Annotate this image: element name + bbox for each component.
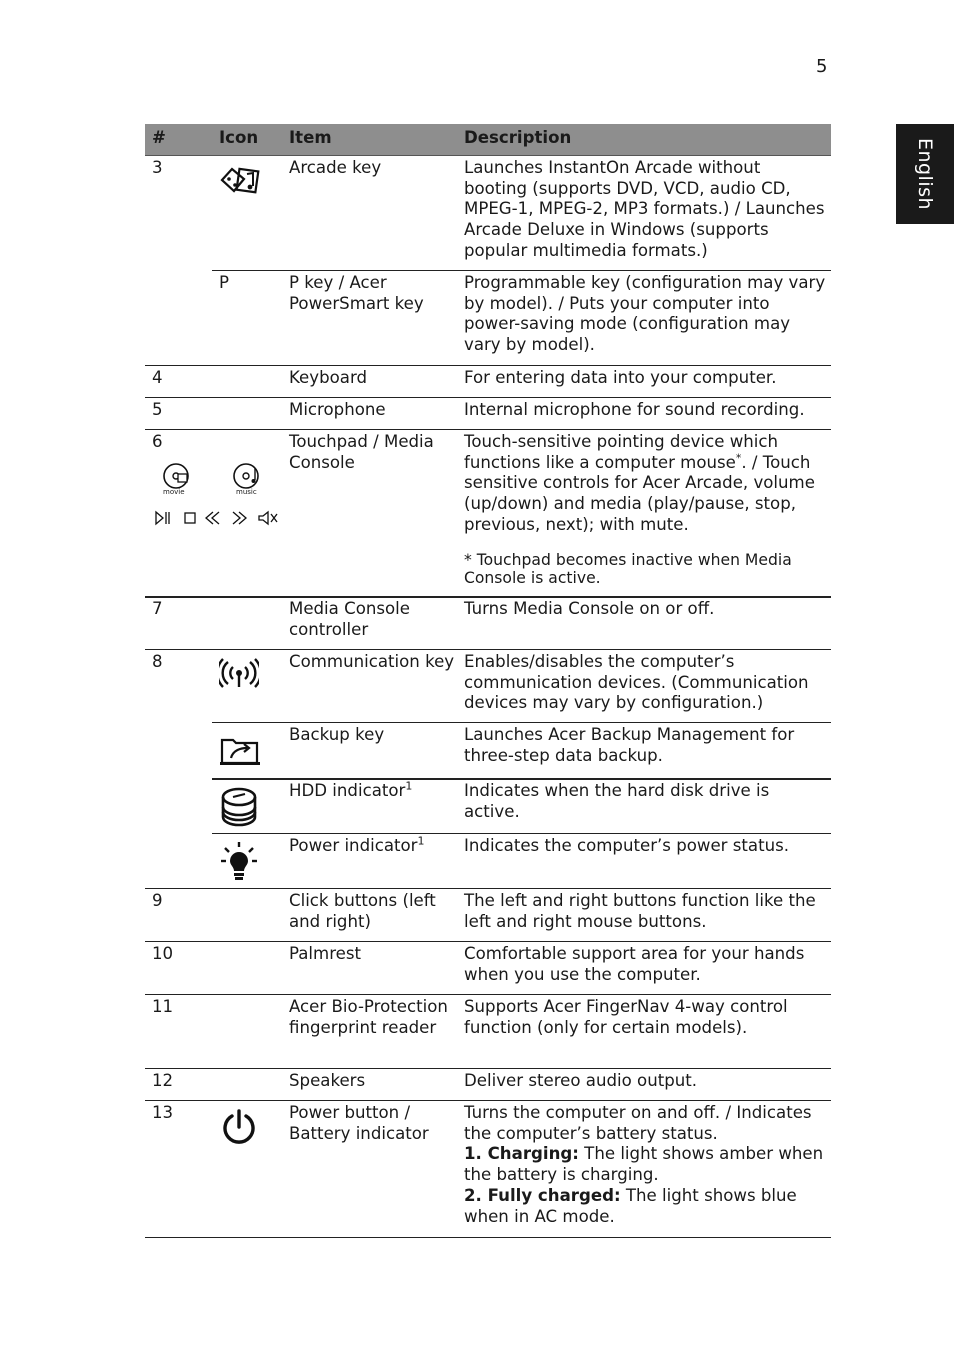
language-tab-label: English [914, 137, 936, 211]
row-6-desc [464, 432, 826, 536]
play-pause-icon [156, 512, 169, 524]
row-11-desc: Supports Acer FingerNav 4-way control function (only for certain models). [464, 997, 788, 1037]
header-num: # [152, 128, 166, 147]
row-13-num: 13 [152, 1103, 174, 1122]
row-13-item: Power button / Battery indicator [289, 1103, 429, 1143]
row-8h-desc: Indicates when the hard disk drive is active. [464, 781, 770, 821]
row-divider [145, 365, 831, 366]
row-divider [145, 994, 831, 995]
row-4-num: 4 [152, 368, 163, 387]
header-item: Item [289, 128, 332, 147]
row-10-num: 10 [152, 944, 174, 963]
row-4-item: Keyboard [289, 368, 368, 387]
backup-icon [219, 732, 261, 766]
row-divider [145, 1068, 831, 1069]
row-3-num: 3 [152, 158, 163, 177]
row-7-num: 7 [152, 599, 163, 618]
row-divider [212, 270, 831, 271]
row-8h-item-text: HDD indicator [289, 781, 406, 800]
row-8p-item-text: Power indicator [289, 836, 418, 855]
row-divider [145, 1237, 831, 1238]
fully-charged-text: The light shows blue when in AC mode. [464, 1185, 797, 1226]
row-8h-sup: 1 [405, 779, 413, 793]
row-6-num: 6 [152, 432, 163, 451]
row-9-num: 9 [152, 891, 163, 910]
row-8-num: 8 [152, 652, 163, 671]
row-8-item: Communication key [289, 652, 455, 671]
row-8b-desc: Launches Acer Backup Management for three-step data backup. [464, 725, 795, 765]
row-divider [212, 833, 831, 834]
row-9-desc: The left and right buttons function like the left and right mouse buttons. [464, 891, 816, 931]
row-11-item: Acer Bio-Protection fingerprint reader [289, 997, 448, 1037]
row-8p-desc: Indicates the computer’s power status. [464, 836, 790, 855]
row-p-item: P key / Acer PowerSmart key [289, 273, 424, 313]
row-6-desc-sup: * [735, 451, 742, 465]
row-5-desc: Internal microphone for sound recording. [464, 400, 805, 419]
row-8-desc: Enables/disables the computer’s communication devices. (Communication devices may vary by configuration.) [464, 652, 809, 713]
row-9-item: Click buttons (left and right) [289, 891, 436, 931]
row-13-desc [464, 1103, 826, 1227]
next-icon [233, 512, 246, 524]
row-12-num: 12 [152, 1071, 174, 1090]
row-divider [145, 429, 831, 430]
row-8p-item [289, 836, 464, 857]
row-8b-item: Backup key [289, 725, 385, 744]
communication-icon [219, 658, 259, 690]
row-divider [145, 941, 831, 942]
stop-icon [185, 513, 195, 523]
arcade-key-icon [219, 164, 261, 202]
power-light-icon [219, 840, 259, 882]
language-tab [896, 124, 954, 224]
table-header [145, 124, 831, 156]
mute-icon [259, 512, 277, 524]
row-divider [212, 778, 831, 780]
row-4-desc: For entering data into your computer. [464, 368, 777, 387]
fully-charged-label: 2. Fully charged: [464, 1185, 621, 1205]
row-8h-item [289, 781, 464, 802]
row-divider [145, 596, 831, 598]
row-10-desc: Comfortable support area for your hands when you use the computer. [464, 944, 805, 984]
row-11-num: 11 [152, 997, 174, 1016]
row-7-desc: Turns Media Console on or off. [464, 599, 715, 618]
row-3-item: Arcade key [289, 158, 382, 177]
charging-label: 1. Charging: [464, 1144, 579, 1164]
row-5-item: Microphone [289, 400, 386, 419]
row-7-item: Media Console controller [289, 599, 410, 639]
row-6-desc-a: Touch-sensitive pointing device which functions like a computer mouse [464, 432, 779, 472]
music-label: music [236, 488, 257, 496]
row-6-note: * Touchpad becomes inactive when Media Console is active. [464, 551, 792, 587]
hdd-icon [219, 786, 259, 828]
row-6-item: Touchpad / Media Console [289, 432, 434, 472]
page-number: 5 [816, 56, 828, 77]
header-icon: Icon [219, 128, 259, 147]
row-divider [145, 397, 831, 398]
row-13-desc-a: Turns the computer on and off. / Indicates the computer’s battery status. [464, 1103, 812, 1143]
row-p-desc: Programmable key (configuration may vary by model). / Puts your computer into power-saving mode (configuration may vary by model). [464, 273, 826, 355]
row-divider [212, 722, 831, 723]
row-8p-sup: 1 [417, 834, 425, 848]
row-6-desc-b: . / Touch sensitive controls for Acer Arcade, volume (up/down) and media (play/pause, stop, previous, next); with mute. [464, 452, 815, 534]
row-12-desc: Deliver stereo audio output. [464, 1071, 698, 1090]
row-divider [145, 1100, 831, 1101]
power-button-icon [221, 1109, 257, 1147]
row-3-desc: Launches InstantOn Arcade without booting (supports DVD, VCD, audio CD, MPEG-1, MPEG-2, MP3 formats.) / Launches Arcade Deluxe in Windows (supports popular multimedia formats.) [464, 158, 825, 260]
row-p-icon-text: P [219, 273, 230, 292]
movie-label: movie [163, 488, 185, 496]
header-description: Description [464, 128, 572, 147]
previous-icon [206, 512, 219, 524]
row-divider [145, 649, 831, 650]
row-10-item: Palmrest [289, 944, 362, 963]
row-divider [145, 888, 831, 889]
charging-text: The light shows amber when the battery is charging. [464, 1144, 824, 1185]
media-controls-strip [155, 510, 279, 526]
row-12-item: Speakers [289, 1071, 366, 1090]
row-5-num: 5 [152, 400, 163, 419]
